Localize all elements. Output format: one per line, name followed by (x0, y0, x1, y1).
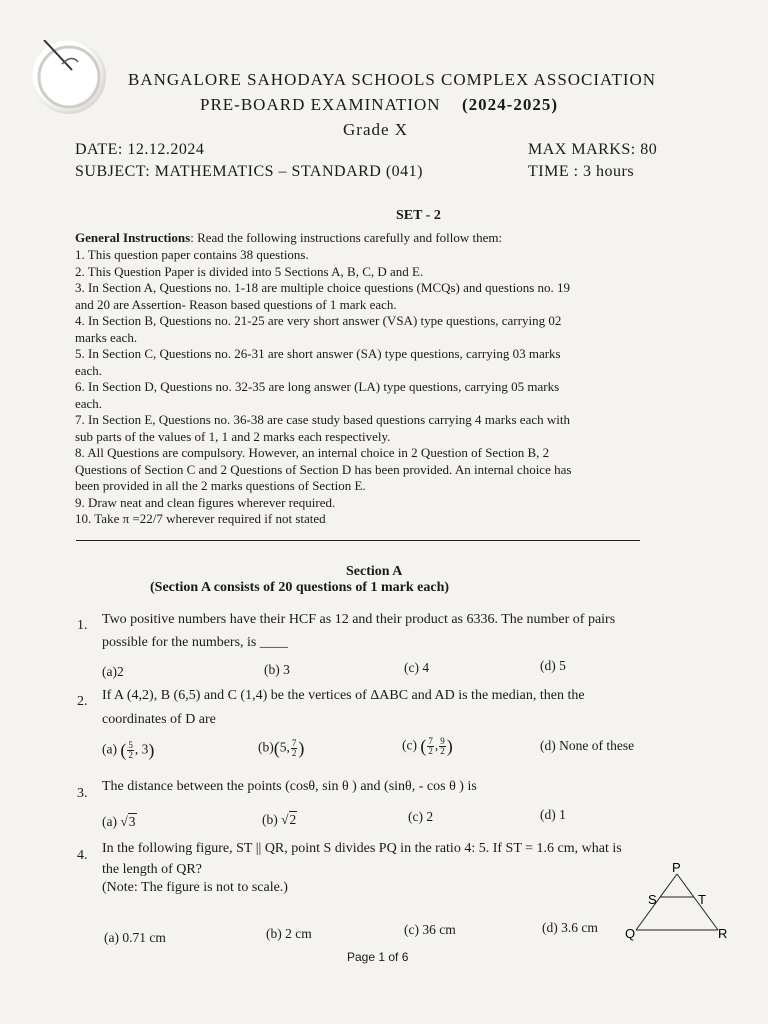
radicand: 3 (128, 814, 136, 829)
option-b: (b) 3 (264, 662, 290, 677)
general-instructions-heading (75, 230, 502, 247)
label-r: R (718, 926, 728, 941)
section-title: Section A (346, 564, 403, 579)
instruction-line: and 20 are Assertion- Reason based questions of 1 mark each. (75, 296, 397, 312)
section-subtitle: (Section A consists of 20 questions of 1 mark each) (150, 580, 450, 595)
question-1-text-cont: possible for the numbers, is ____ (102, 635, 288, 650)
option-value: , 3 (134, 741, 149, 757)
instruction-line: been provided in all the 2 marks questions of Section E. (75, 478, 366, 493)
fraction (127, 741, 134, 760)
instruction-line: marks each. (75, 329, 138, 345)
grade: Grade X (343, 120, 409, 139)
question-number: 1. (77, 618, 88, 633)
question-4-text: In the following figure, ST || QR, point S divides PQ in the ratio 4: 5. If ST = 1.6 cm, what is (102, 841, 622, 856)
label-p: P (672, 860, 681, 875)
question-2-text: If A (4,2), B (6,5) and C (1,4) be the vertices of ΔABC and AD is the median, then the (102, 688, 585, 703)
question-number: 3. (77, 786, 88, 801)
fraction (291, 739, 298, 758)
set-number: SET - 2 (396, 208, 441, 223)
instruction-line: 3. In Section A, Questions no. 1-18 are multiple choice questions (MCQs) and questions no. 19 (75, 280, 571, 295)
instruction-line: 10. Take π =22/7 wherever required if not stated (75, 511, 326, 526)
instruction-line: 9. Draw neat and clean figures wherever required. (75, 494, 336, 510)
instruction-line: 7. In Section E, Questions no. 36-38 are case study based questions carrying 4 marks each with (75, 412, 570, 427)
instruction-line: each. (75, 362, 103, 378)
exam-date: DATE: 12.12.2024 (75, 141, 205, 158)
option-c: (c) 36 cm (404, 922, 456, 937)
instruction-line: 1. This question paper contains 38 questions. (75, 247, 309, 262)
label-q: Q (625, 926, 636, 941)
question-number: 2. (77, 694, 88, 709)
triangle-figure (622, 860, 742, 942)
instructions-intro: : Read the following instructions carefully and follow them: (190, 230, 503, 245)
divider-line (76, 540, 640, 541)
label-t: T (698, 892, 706, 907)
option-d: (d) 5 (540, 658, 566, 673)
option-b: (b)(5, $\frac{7}{2}$ ) (258, 738, 305, 758)
numerator: 7 (291, 738, 297, 748)
option-label: (a) (102, 741, 117, 757)
instruction-line: 2. This Question Paper is divided into 5 Sections A, B, C, D and E. (75, 263, 424, 279)
fraction (427, 737, 434, 756)
option-value: 5, (279, 739, 290, 755)
square-root: √3 (120, 814, 136, 829)
exam-title: PRE-BOARD EXAMINATION (200, 95, 441, 114)
instruction-line: 4. In Section B, Questions no. 21-25 are very short answer (VSA) type questions, carrying 02 (75, 313, 562, 328)
max-marks: MAX MARKS: 80 (528, 141, 658, 158)
instructions-label: General Instructions (75, 230, 191, 245)
question-1-text: Two positive numbers have their HCF as 12 and their product as 6336. The number of pairs (102, 612, 616, 627)
denominator: 2 (440, 746, 445, 756)
radicand: 2 (289, 812, 297, 827)
option-c: (c) 4 (404, 660, 430, 675)
option-a (102, 814, 137, 830)
option-b (262, 812, 297, 828)
association-name: BANGALORE SAHODAYA SCHOOLS COMPLEX ASSOCIATION (128, 70, 657, 89)
option-a: (a) ( $\frac{5}{2}$ , 3) (102, 740, 155, 760)
instruction-line: 6. In Section D, Questions no. 32-35 are long answer (LA) type questions, carrying 05 marks (75, 379, 560, 394)
option-label: (c) (402, 737, 417, 753)
fraction (439, 737, 446, 756)
option-label: (a) (102, 814, 117, 829)
question-4-note: (Note: The figure is not to scale.) (102, 880, 288, 895)
question-3-text: The distance between the points (cosθ, sin θ ) and (sinθ, - cos θ ) is (102, 779, 477, 794)
option-d: (d) 1 (540, 807, 566, 822)
denominator: 2 (428, 746, 433, 756)
instruction-line: 5. In Section C, Questions no. 26-31 are short answer (SA) type questions, carrying 03 marks (75, 346, 561, 361)
numerator: 5 (128, 740, 133, 750)
question-2-text-cont: coordinates of D are (102, 712, 216, 727)
subject: SUBJECT: MATHEMATICS – STANDARD (041) (75, 163, 423, 180)
square-root: √2 (281, 812, 297, 827)
instruction-line: 8. All Questions are compulsory. However, an internal choice in 2 Question of Section B, 2 (75, 445, 550, 460)
instruction-line: sub parts of the values of 1, 1 and 2 marks each respectively. (75, 428, 391, 444)
option-label: (b) (258, 739, 274, 755)
numerator: 9 (440, 736, 445, 746)
exam-year: (2024-2025) (462, 95, 558, 114)
option-a: (a)2 (102, 664, 124, 679)
denominator: 2 (128, 750, 133, 760)
question-4-text-cont: the length of QR? (102, 862, 202, 877)
option-a: (a) 0.71 cm (104, 930, 166, 945)
time-allowed: TIME : 3 hours (528, 163, 635, 180)
instruction-list (75, 247, 571, 528)
option-d: (d) None of these (540, 738, 635, 753)
option-label: (b) (262, 812, 278, 827)
option-c: (c) ( $\frac{7}{2}$ , $\frac{9}{2}$ ) (402, 736, 453, 756)
label-s: S (648, 892, 657, 907)
option-b: (b) 2 cm (266, 926, 312, 941)
page-number: Page 1 of 6 (347, 950, 409, 964)
numerator: 7 (428, 736, 433, 746)
option-d: (d) 3.6 cm (542, 920, 598, 935)
option-c: (c) 2 (408, 809, 434, 824)
instruction-line: each. (75, 395, 103, 411)
instruction-line: Questions of Section C and 2 Questions of Section D has been provided. An internal choice has (75, 461, 572, 477)
denominator: 2 (291, 748, 297, 758)
school-logo (32, 40, 106, 114)
question-number: 4. (77, 848, 88, 863)
